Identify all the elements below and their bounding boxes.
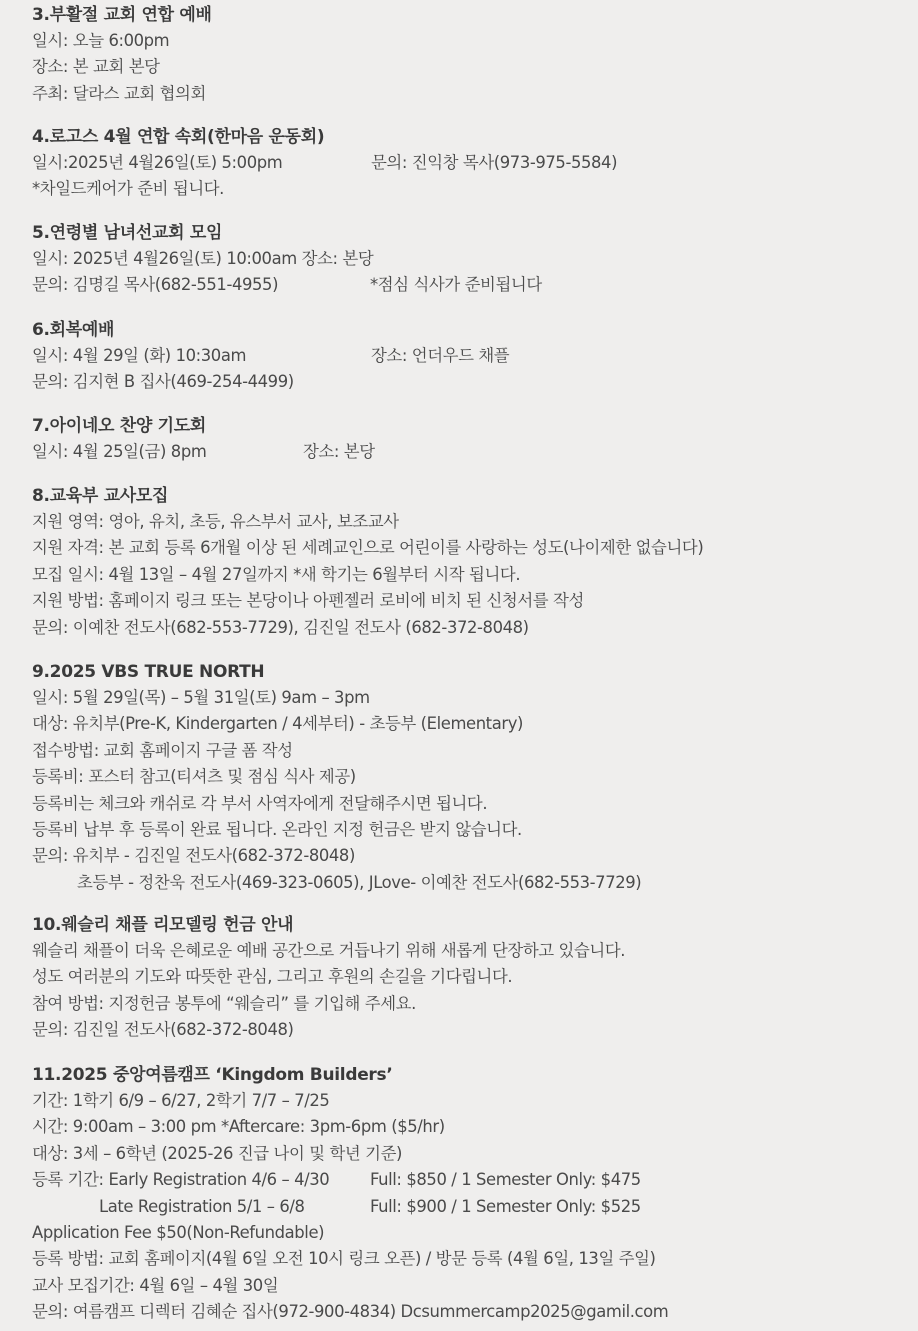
info-line: 문의: 유치부 - 김진일 전도사(682-372-8048)	[32, 846, 355, 866]
section-title: 6.회복예배	[32, 320, 115, 340]
info-line	[32, 1167, 902, 1193]
place-text: 장소: 본당	[303, 442, 375, 461]
info-line: Application Fee $50(Non-Refundable)	[32, 1222, 325, 1242]
info-line: 교사 모집기간: 4월 6일 – 4월 30일	[32, 1275, 279, 1295]
section-wesley-remodel	[32, 912, 902, 1044]
info-line: 장소: 본 교회 본당	[32, 57, 160, 77]
registration-early: 등록 기간: Early Registration 4/6 – 4/30	[32, 1170, 330, 1190]
info-line: 초등부 - 정찬욱 전도사(469-323-0605), JLove- 이예찬 전도사(682-553-7729)	[77, 872, 642, 892]
info-line: 등록비 납부 후 등록이 완료 됩니다. 온라인 지정 헌금은 받지 않습니다.	[32, 819, 522, 839]
section-vbs	[32, 659, 902, 896]
info-line: 대상: 유치부(Pre-K, Kindergarten / 4세부터) - 초등부 (Elementary)	[32, 714, 523, 734]
registration-late: Late Registration 5/1 – 6/8	[99, 1196, 305, 1216]
info-line: 일시: 5월 29일(목) – 5월 31일(토) 9am – 3pm	[32, 688, 370, 707]
section-title: 11.2025 중앙여름캠프 ‘Kingdom Builders’	[32, 1065, 393, 1085]
info-line: 접수방법: 교회 홈페이지 구글 폼 작성	[32, 740, 293, 760]
price-early: Full: $850 / 1 Semester Only: $475	[370, 1170, 641, 1190]
info-line: 일시: 2025년 4월26일(토) 10:00am 장소: 본당	[32, 249, 374, 268]
info-line: 대상: 3세 – 6학년 (2025-26 진급 나이 및 학년 기준)	[32, 1143, 403, 1163]
info-line: 시간: 9:00am – 3:00 pm *Aftercare: 3pm-6pm ($5/hr)	[32, 1117, 445, 1137]
contact-text: 문의: 진익창 목사(973-975-5584)	[371, 153, 618, 172]
section-title: 5.연령별 남녀선교회 모임	[32, 223, 223, 243]
info-line: 웨슬리 채플이 더욱 은혜로운 예배 공간으로 거듭나기 위해 새롭게 단장하고 있습니다.	[32, 941, 626, 960]
contact-text: 문의: 김명길 목사(682-551-4955)	[32, 275, 279, 295]
section-title: 4.로고스 4월 연합 속회(한마음 운동회)	[32, 127, 325, 147]
section-title: 10.웨슬리 채플 리모델링 헌금 안내	[32, 915, 294, 935]
date-text: 일시: 4월 25일(금) 8pm	[32, 442, 207, 461]
section-easter-service	[32, 2, 902, 107]
section-summer-camp	[32, 1062, 902, 1326]
price-late: Full: $900 / 1 Semester Only: $525	[370, 1196, 641, 1216]
info-line: 문의: 여름캠프 디렉터 김혜순 집사(972-900-4834) Dcsummercamp2025@gamil.com	[32, 1302, 669, 1322]
info-line: 참여 방법: 지정헌금 봉투에 “웨슬리” 를 기입해 주세요.	[32, 993, 416, 1013]
section-title: 3.부활절 교회 연합 예배	[32, 5, 212, 25]
info-line: 일시: 오늘 6:00pm	[32, 31, 170, 50]
info-line	[32, 439, 902, 465]
date-text: 일시:2025년 4월26일(토) 5:00pm	[32, 153, 283, 172]
section-logos-meeting	[32, 124, 902, 203]
section-teacher-recruit	[32, 483, 902, 641]
place-text: 장소: 언더우드 채플	[371, 346, 510, 365]
info-line: *차일드케어가 준비 됩니다.	[32, 179, 224, 199]
section-recovery-service	[32, 317, 902, 396]
section-praise-prayer	[32, 413, 902, 465]
info-line: 성도 여러분의 기도와 따뜻한 관심, 그리고 후원의 손길을 기다립니다.	[32, 967, 513, 987]
section-mission-meeting	[32, 220, 902, 299]
info-line: 등록비: 포스터 참고(티셔츠 및 점심 식사 제공)	[32, 767, 356, 787]
info-line: 기간: 1학기 6/9 – 6/27, 2학기 7/7 – 7/25	[32, 1091, 330, 1110]
note-text: *점심 식사가 준비됩니다	[370, 275, 542, 295]
info-line: 문의: 김지현 B 집사(469-254-4499)	[32, 372, 294, 392]
info-line	[32, 272, 902, 298]
section-title: 7.아이네오 찬양 기도회	[32, 416, 207, 436]
info-line: 등록 방법: 교회 홈페이지(4월 6일 오전 10시 링크 오픈) / 방문 등록 (4월 6일, 13일 주일)	[32, 1249, 656, 1269]
info-line: 지원 자격: 본 교회 등록 6개월 이상 된 세례교인으로 어린이를 사랑하는 성도(나이제한 없습니다)	[32, 538, 704, 558]
date-text: 일시: 4월 29일 (화) 10:30am	[32, 346, 247, 365]
section-title: 8.교육부 교사모집	[32, 486, 169, 506]
info-line: 등록비는 체크와 캐쉬로 각 부서 사역자에게 전달해주시면 됩니다.	[32, 793, 488, 813]
info-line	[32, 150, 902, 176]
info-line: 문의: 이예찬 전도사(682-553-7729), 김진일 전도사 (682-372-8048)	[32, 617, 529, 637]
info-line	[32, 1194, 902, 1220]
info-line: 문의: 김진일 전도사(682-372-8048)	[32, 1020, 294, 1040]
info-line	[32, 343, 902, 369]
info-line: 지원 방법: 홈페이지 링크 또는 본당이나 아펜젤러 로비에 비치 된 신청서를 작성	[32, 591, 584, 611]
info-line: 지원 영역: 영아, 유치, 초등, 유스부서 교사, 보조교사	[32, 512, 399, 531]
info-line: 주최: 달라스 교회 협의회	[32, 83, 206, 103]
info-line: 모집 일시: 4월 13일 – 4월 27일까지 *새 학기는 6월부터 시작 됩니다.	[32, 564, 521, 584]
section-title: 9.2025 VBS TRUE NORTH	[32, 662, 265, 682]
